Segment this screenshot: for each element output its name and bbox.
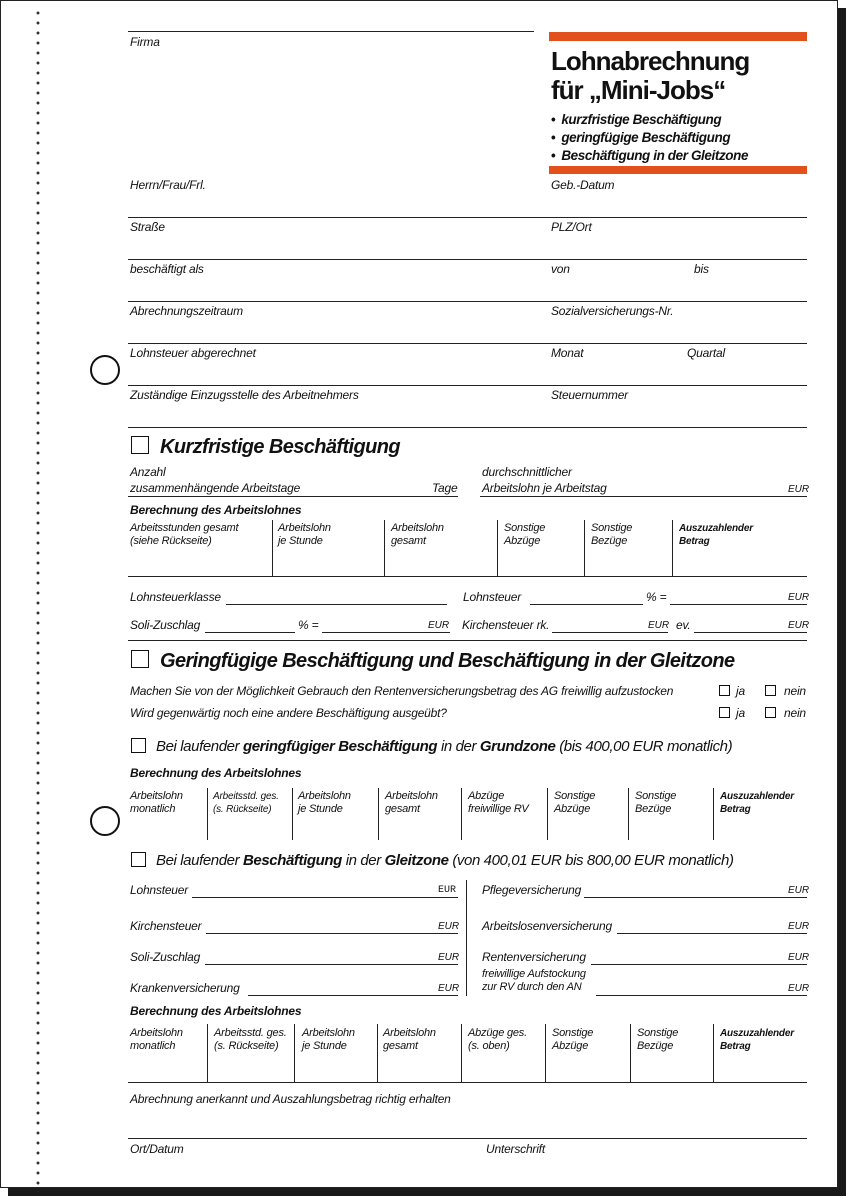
field-rule[interactable] [694, 632, 807, 633]
unit-eur: EUR [438, 952, 460, 963]
checkbox-ja[interactable] [719, 707, 730, 718]
col-header: Auszuzahlender Betrag [720, 791, 794, 815]
col-divider [584, 520, 585, 576]
label-prozent: % = [646, 590, 667, 604]
col-header: Arbeitslohn monatlich [130, 1027, 183, 1052]
label-anerkannt: Abrechnung anerkannt und Auszahlungsbetrag richtig erhalten [130, 1092, 451, 1106]
col-divider [461, 788, 462, 840]
checkbox-nein[interactable] [765, 685, 776, 696]
col-divider [547, 788, 548, 840]
signature-rule[interactable] [128, 1138, 807, 1139]
field-label-beschaeftigt: beschäftigt als [130, 262, 204, 276]
checkbox-grundzone[interactable] [131, 738, 146, 753]
col-header: Arbeitslohn je Stunde [302, 1027, 355, 1052]
col-header: Arbeitslohn gesamt [383, 1027, 436, 1052]
table-rule [128, 1082, 807, 1083]
field-rule[interactable] [128, 427, 807, 428]
checkbox-nein[interactable] [765, 707, 776, 718]
unit-eur: EUR [788, 921, 810, 932]
field-label-firma: Firma [130, 35, 160, 49]
col-divider [378, 788, 379, 840]
field-rule[interactable] [591, 964, 807, 965]
col-header: Auszuzahlender Betrag [720, 1028, 794, 1052]
field-label-svnr: Sozialversicherungs-Nr. [551, 304, 674, 318]
col-divider [497, 520, 498, 576]
unit-eur: EUR [438, 885, 457, 896]
field-rule[interactable] [322, 632, 450, 633]
col-header: Arbeitslohn je Stunde [298, 790, 351, 815]
field-label-lohnsteuer: Lohnsteuer abgerechnet [130, 346, 256, 360]
col-divider [384, 520, 385, 576]
field-rule[interactable] [192, 897, 458, 898]
subheading-grundzone: Bei laufender geringfügiger Beschäftigung in der Grundzone (bis 400,00 EUR monatlich) [156, 738, 733, 755]
unit-eur: EUR [788, 952, 810, 963]
checkbox-ja[interactable] [719, 685, 730, 696]
label-berechnung: Berechnung des Arbeitslohnes [130, 503, 302, 517]
field-label-geb: Geb.-Datum [551, 178, 615, 192]
col-header: Sonstige Abzüge [504, 522, 546, 547]
label-aufstockung: freiwillige Aufstockung zur RV durch den AN [482, 968, 586, 993]
label-lohnsteuer: Lohnsteuer [463, 590, 522, 604]
question-aufstocken: Machen Sie von der Möglichkeit Gebrauch den Rentenversicherungsbetrag des AG freiwillig aufzustocken [130, 684, 674, 698]
col-header: Sonstige Abzüge [554, 790, 596, 815]
field-rule[interactable] [128, 343, 807, 344]
col-divider [672, 520, 673, 576]
field-rule[interactable] [530, 604, 643, 605]
col-divider [713, 788, 714, 840]
form-title: Lohnabrechnung [551, 46, 750, 76]
label-soli: Soli-Zuschlag [130, 950, 201, 964]
field-label-strasse: Straße [130, 220, 165, 234]
col-header: Arbeitsstd. ges. (s. Rückseite) [214, 1027, 287, 1052]
label-ev: ev. [676, 618, 691, 632]
field-rule[interactable] [128, 496, 458, 497]
col-header: Arbeitslohn gesamt [385, 790, 438, 815]
col-divider [292, 788, 293, 840]
firma-rule [128, 31, 534, 32]
label-rentenversicherung: Rentenversicherung [482, 950, 586, 964]
col-header: Arbeitslohn je Stunde [278, 522, 331, 547]
table-rule [128, 576, 807, 577]
field-label-bis: bis [694, 262, 709, 276]
label-kirchensteuer: Kirchensteuer [130, 919, 202, 933]
unit-eur: EUR [788, 592, 810, 603]
label-kirchensteuer-rk: Kirchensteuer rk. [462, 618, 550, 632]
field-rule[interactable] [584, 897, 807, 898]
field-label-einzugsstelle: Zuständige Einzugsstelle des Arbeitnehmers [130, 388, 359, 402]
unit-eur: EUR [788, 620, 810, 631]
label-anzahl: Anzahl [130, 465, 166, 479]
checkbox-kurzfristig[interactable] [131, 436, 149, 454]
field-rule[interactable] [128, 301, 807, 302]
unit-eur: EUR [438, 983, 460, 994]
col-header: Sonstige Abzüge [552, 1027, 594, 1052]
label-arbeitslosenversicherung: Arbeitslosenversicherung [482, 919, 612, 933]
label-tage: Tage [432, 481, 458, 495]
section-heading-geringfuegig: Geringfügige Beschäftigung und Beschäftigung in der Gleitzone [160, 650, 735, 672]
punch-hole [90, 806, 120, 836]
section-heading-kurzfristig: Kurzfristige Beschäftigung [160, 436, 400, 458]
field-rule[interactable] [206, 933, 458, 934]
field-label-quartal: Quartal [687, 346, 725, 360]
unit-eur: EUR [648, 620, 670, 631]
punch-hole [90, 355, 120, 385]
label-nein: nein [784, 684, 806, 698]
col-divider [713, 1024, 714, 1082]
col-divider [630, 1024, 631, 1082]
col-header: Sonstige Bezüge [637, 1027, 679, 1052]
field-rule[interactable] [480, 496, 807, 497]
field-rule[interactable] [248, 995, 458, 996]
label-arbeitslohn-je-tag: Arbeitslohn je Arbeitstag [482, 481, 607, 495]
unit-eur: EUR [788, 983, 810, 994]
label-zusammenhaengende: zusammenhängende Arbeitstage [130, 481, 301, 495]
unit-eur: EUR [428, 620, 450, 631]
label-soli: Soli-Zuschlag [130, 618, 201, 632]
col-header: Arbeitslohn monatlich [130, 790, 183, 815]
label-berechnung: Berechnung des Arbeitslohnes [130, 1004, 302, 1018]
col-divider [377, 1024, 378, 1082]
col-header: Arbeitslohn gesamt [391, 522, 444, 547]
bullet-item: • geringfügige Beschäftigung [551, 130, 730, 145]
label-krankenversicherung: Krankenversicherung [130, 981, 240, 995]
label-nein: nein [784, 706, 806, 720]
unit-eur: EUR [788, 484, 810, 495]
label-pflegeversicherung: Pflegeversicherung [482, 883, 582, 897]
field-rule[interactable] [128, 385, 807, 386]
col-header: Sonstige Bezüge [591, 522, 633, 547]
checkbox-geringfuegig[interactable] [131, 650, 149, 668]
unit-eur: EUR [788, 885, 810, 896]
label-berechnung: Berechnung des Arbeitslohnes [130, 766, 302, 780]
field-rule[interactable] [205, 964, 458, 965]
label-lohnsteuer: Lohnsteuer [130, 883, 189, 897]
checkbox-gleitzone[interactable] [131, 852, 146, 867]
col-divider [545, 1024, 546, 1082]
field-label-steuernummer: Steuernummer [551, 388, 628, 402]
label-durchschnittlicher: durchschnittlicher [482, 465, 572, 479]
col-header: Abzüge ges. (s. oben) [468, 1027, 527, 1052]
field-label-monat: Monat [551, 346, 584, 360]
col-header: Arbeitsstd. ges. (s. Rückseite) [213, 791, 279, 815]
label-lohnsteuerklasse: Lohnsteuerklasse [130, 590, 221, 604]
col-divider [628, 788, 629, 840]
perforation-line [36, 8, 40, 1192]
col-divider [466, 880, 467, 996]
form-title-line2: für „Mini-Jobs“ [551, 75, 726, 105]
section-rule [128, 640, 807, 641]
subheading-gleitzone: Bei laufender Beschäftigung in der Gleitzone (von 400,01 EUR bis 800,00 EUR monatlich) [156, 852, 734, 869]
col-header: Sonstige Bezüge [635, 790, 677, 815]
field-rule[interactable] [552, 632, 668, 633]
field-rule[interactable] [670, 604, 807, 605]
bullet-item: • Beschäftigung in der Gleitzone [551, 148, 748, 163]
field-rule[interactable] [596, 995, 807, 996]
field-label-zeitraum: Abrechnungszeitraum [130, 304, 243, 318]
label-ort-datum: Ort/Datum [130, 1142, 184, 1156]
label-unterschrift: Unterschrift [486, 1142, 545, 1156]
col-divider [461, 1024, 462, 1082]
col-divider [272, 520, 273, 576]
field-label-herr: Herrn/Frau/Frl. [130, 178, 206, 192]
accent-bar-bottom [549, 166, 807, 174]
label-ja: ja [736, 706, 745, 720]
col-header: Arbeitsstunden gesamt (siehe Rückseite) [130, 522, 239, 547]
col-header: Auszuzahlender Betrag [679, 523, 753, 547]
col-divider [294, 1024, 295, 1082]
field-rule[interactable] [128, 217, 807, 218]
label-ja: ja [736, 684, 745, 698]
accent-bar-top [549, 32, 807, 41]
bullet-item: • kurzfristige Beschäftigung [551, 112, 721, 127]
field-label-plz: PLZ/Ort [551, 220, 592, 234]
field-label-von: von [551, 262, 570, 276]
field-rule[interactable] [226, 604, 447, 605]
field-rule[interactable] [128, 259, 807, 260]
unit-eur: EUR [438, 921, 460, 932]
col-header: Abzüge freiwillige RV [468, 790, 529, 815]
col-divider [207, 1024, 208, 1082]
question-andere-beschaeftigung: Wird gegenwärtig noch eine andere Beschäftigung ausgeübt? [130, 706, 447, 720]
field-rule[interactable] [205, 632, 295, 633]
label-prozent: % = [298, 618, 319, 632]
field-rule[interactable] [617, 933, 807, 934]
col-divider [207, 788, 208, 840]
